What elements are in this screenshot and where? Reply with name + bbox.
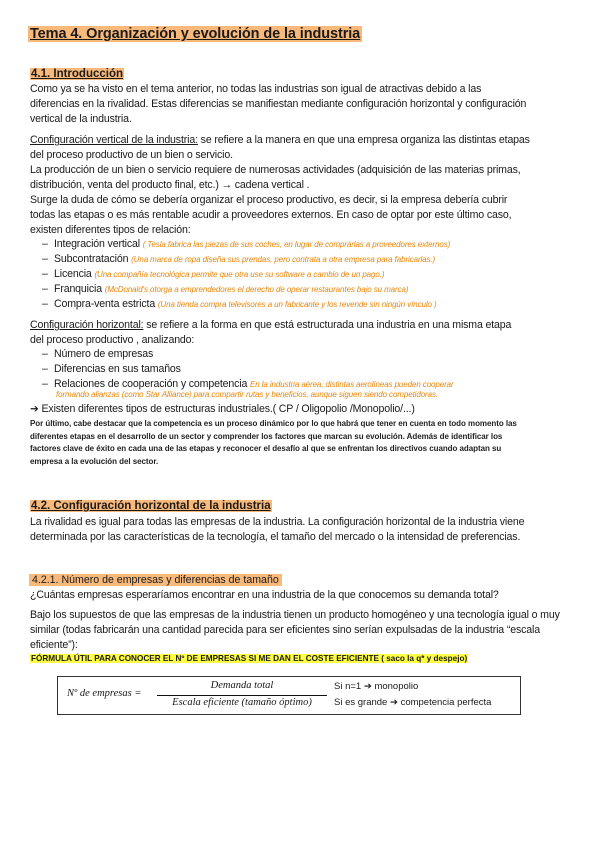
vertical-config-text: se refiere a la manera en que una empresa organiza las distintas etapas del proceso productivo de un bien o servicio.: [30, 134, 530, 161]
vertical-chain-paragraph: La producción de un bien o servicio requiere de numerosas actividades (adquisición de las materias primas, distribución, venta del producto final, etc.) → cadena vertical .: [30, 164, 521, 191]
closing-paragraph: Por último, cabe destacar que la competencia es un proceso dinámico por lo que habrá que tener en cuenta en todo momento las diferentes etapas en el desarrollo de un sector y comprender los factores que marcan su evolución. Además de identificar los factores clave de éxito en cada una de las etapas y reconocer el desafío al que se enfrentan los directivos cuando adaptan su empresa a la evolución del sector.: [30, 419, 517, 466]
horizontal-config-paragraph: [30, 318, 525, 348]
formula-box: [57, 676, 521, 715]
example-text: (Una tienda compra televisores a un fabricante y los revende sin ningún vínculo ): [157, 300, 437, 309]
formula-numerator: Demanda total: [210, 680, 274, 691]
structures-note: ➔ Existen diferentes tipos de estructuras industriales.( CP / Oligopolio /Monopolio/...): [30, 403, 415, 415]
formula-denominator: Escala eficiente (tamaño óptimo): [172, 697, 312, 708]
vertical-config-label: Configuración vertical de la industria:: [30, 134, 198, 146]
example-text-continued: formando alianzas (como Star Alliance) para compartir rutas y beneficios, aunque siguen siendo competidoras.: [56, 390, 438, 399]
example-text: ( Tesla fabrica las piezas de sus coches, en lugar de comprarlas a proveedores externos): [142, 240, 451, 249]
page-title: Tema 4. Organización y evolución de la industria: [30, 26, 361, 42]
list-item: – Subcontratación (Una marca de ropa diseña sus prendas, pero contrata a otra empresa para fabricarlas.): [42, 253, 436, 265]
horizontal-config-label: Configuración horizontal:: [30, 319, 144, 331]
list-item: – Número de empresas: [42, 348, 154, 360]
fraction-bar: [157, 695, 327, 696]
list-item: – Franquicia (McDonald's otorga a emprendedores el derecho de operar restaurantes bajo su marca): [42, 283, 409, 295]
list-item: – Compra-venta estricta (Una tienda compra televisores a un fabricante y los revende sin ningún vínculo ): [42, 298, 437, 310]
formula-note-monopoly: Si n=1 ➔ monopolio: [334, 681, 419, 692]
question-text: ¿Cuántas empresas esperaríamos encontrar en una industria de la que conocemos su demanda total?: [30, 589, 499, 601]
list-item: – Integración vertical ( Tesla fabrica las piezas de sus coches, en lugar de comprarlas a proveedores externos): [42, 238, 451, 250]
vertical-config-paragraph: [30, 133, 535, 163]
list-item: – Relaciones de cooperación y competencia En la industria aérea, distintas aerolíneas pueden cooperar: [42, 378, 454, 390]
formula-note: FÓRMULA ÚTIL PARA CONOCER EL Nº DE EMPRESAS SI ME DAN EL COSTE EFICIENTE ( saco la q* y despejo): [31, 654, 468, 663]
example-text: En la industria aérea, distintas aerolíneas pueden cooperar: [250, 380, 454, 389]
horizontal-config-description: La rivalidad es igual para todas las empresas de la industria. La configuración horizontal de la industria viene determinada por las características de la tecnología, el tamaño del mercado o la intensidad de preferencias.: [30, 516, 525, 543]
subsection-heading-numero-empresas: 4.2.1. Número de empresas y diferencias de tamaño: [29, 574, 282, 586]
assumptions-paragraph: Bajo los supuestos de que las empresas de la industria tienen un producto homogéneo y una tecnología igual o muy similar (todas fabricarán una cantidad parecida para ser eficientes sino serían expulsadas de la industria “escala eficiente”):: [30, 609, 560, 651]
example-text: (Una marca de ropa diseña sus prendas, pero contrata a otra empresa para fabricarlas.): [131, 255, 436, 264]
section-heading-configuracion-horizontal: 4.2. Configuración horizontal de la industria: [31, 500, 271, 512]
example-text: (Una compañía tecnológica permite que otra use su software a cambio de un pago.): [94, 270, 385, 279]
list-item: – Diferencias en sus tamaños: [42, 363, 181, 375]
intro-paragraph: Como ya se ha visto en el tema anterior, no todas las industrias son igual de atractivas debido a las diferencias en la rivalidad. Estas diferencias se manifiestan mediante configuración horizontal y configuración vertical de la industria.: [30, 83, 527, 125]
formula-lhs: Nº de empresas =: [67, 688, 142, 699]
section-heading-introduccion: 4.1. Introducción: [31, 68, 124, 80]
formula-note-perfect-competition: Si es grande ➔ competencia perfecta: [334, 697, 492, 708]
example-text: (McDonald's otorga a emprendedores el derecho de operar restaurantes bajo su marca): [104, 285, 409, 294]
list-item: – Licencia (Una compañía tecnológica permite que otra use su software a cambio de un pago.): [42, 268, 385, 280]
vertical-doubt-paragraph: Surge la duda de cómo se debería organizar el proceso productivo, es decir, si la empresa debería cubrir todas las etapas o es más rentable acudir a proveedores externos. En caso de optar por este último caso, existen diferentes tipos de relación:: [30, 194, 512, 236]
horizontal-config-text: se refiere a la forma en que está estructurada una industria en una misma etapa del proceso productivo , analizando:: [30, 319, 512, 346]
